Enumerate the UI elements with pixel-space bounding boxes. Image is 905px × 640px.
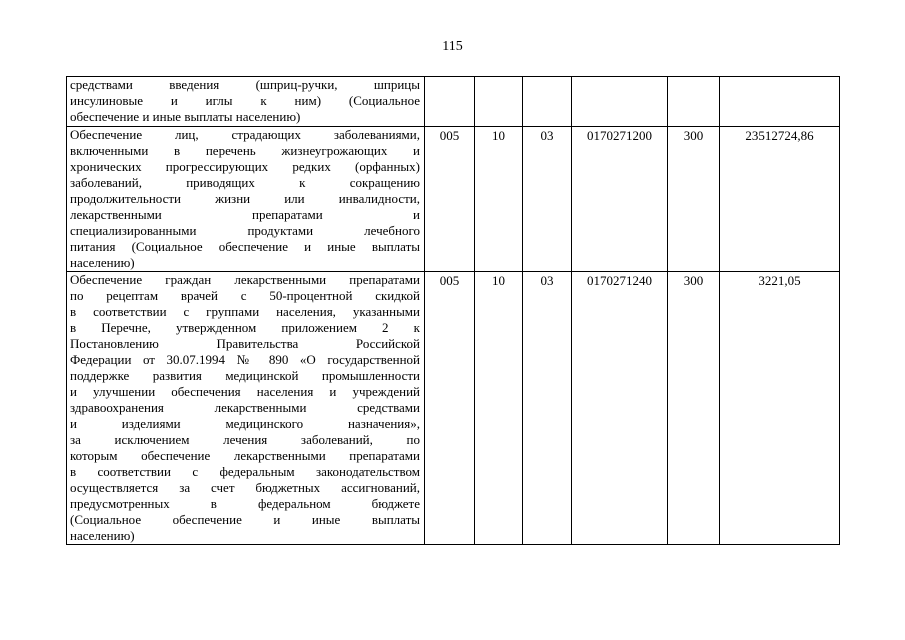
row-description <box>67 77 425 127</box>
description-line: по рецептам врачей с 50-процентной скидкой <box>70 288 420 303</box>
description-line: Постановлению Правительства Российской <box>70 336 420 351</box>
description-line: и изделиями медицинского назначения», <box>70 416 420 431</box>
description-line: за исключением лечения заболеваний, по <box>70 432 420 447</box>
description-line: в соответствии с федеральным законодательством <box>70 464 420 479</box>
cell-subsection: 03 <box>523 272 572 545</box>
cell-amount <box>720 77 840 127</box>
description-line: Обеспечение лиц, страдающих заболеваниями, <box>70 127 420 142</box>
cell-subsection: 03 <box>523 127 572 272</box>
description-line: Федерации от 30.07.1994 № 890 «О государственной <box>70 352 420 367</box>
cell-expense-type: 300 <box>668 127 720 272</box>
description-line: которым обеспечение лекарственными препаратами <box>70 448 420 463</box>
cell-target-article <box>572 77 668 127</box>
row-description <box>67 127 425 272</box>
description-line: населению) <box>70 528 135 543</box>
description-line: поддержке развития медицинской промышленности <box>70 368 420 383</box>
cell-subsection <box>523 77 572 127</box>
description-line: хронических прогрессирующих редких (орфанных) <box>70 159 420 174</box>
cell-section: 10 <box>475 272 523 545</box>
description-line: питания (Социальное обеспечение и иные выплаты <box>70 239 420 254</box>
description-line: в Перечне, утвержденном приложением 2 к <box>70 320 420 335</box>
cell-target-article: 0170271240 <box>572 272 668 545</box>
description-line: средствами введения (шприц-ручки, шприцы <box>70 77 420 92</box>
table-body <box>67 77 840 545</box>
cell-section <box>475 77 523 127</box>
cell-expense-type: 300 <box>668 272 720 545</box>
cell-section: 10 <box>475 127 523 272</box>
description-line: осуществляется за счет бюджетных ассигнований, <box>70 480 420 495</box>
budget-table <box>66 76 840 545</box>
cell-amount: 23512724,86 <box>720 127 840 272</box>
row-description <box>67 272 425 545</box>
cell-amount: 3221,05 <box>720 272 840 545</box>
description-line: и улучшении обеспечения населения и учреждений <box>70 384 420 399</box>
description-line: предусмотренных в федеральном бюджете <box>70 496 420 511</box>
description-line: включенными в перечень жизнеугрожающих и <box>70 143 420 158</box>
description-line: здравоохранения лекарственными средствами <box>70 400 420 415</box>
cell-ministry <box>425 77 475 127</box>
table-row <box>67 272 840 545</box>
cell-ministry: 005 <box>425 272 475 545</box>
description-line: населению) <box>70 255 135 270</box>
description-line: специализированными продуктами лечебного <box>70 223 420 238</box>
description-line: Обеспечение граждан лекарственными препаратами <box>70 272 420 287</box>
cell-ministry: 005 <box>425 127 475 272</box>
description-line: лекарственными препаратами и <box>70 207 420 222</box>
description-line: продолжительности жизни или инвалидности, <box>70 191 420 206</box>
table-row <box>67 77 840 127</box>
cell-expense-type <box>668 77 720 127</box>
page-number: 115 <box>442 39 463 54</box>
cell-target-article: 0170271200 <box>572 127 668 272</box>
description-line: в соответствии с группами населения, указанными <box>70 304 420 319</box>
description-line: заболеваний, приводящих к сокращению <box>70 175 420 190</box>
description-line: (Социальное обеспечение и иные выплаты <box>70 512 420 527</box>
description-line: инсулиновые и иглы к ним) (Социальное <box>70 93 420 108</box>
description-line: обеспечение и иные выплаты населению) <box>70 109 301 124</box>
table-row <box>67 127 840 272</box>
